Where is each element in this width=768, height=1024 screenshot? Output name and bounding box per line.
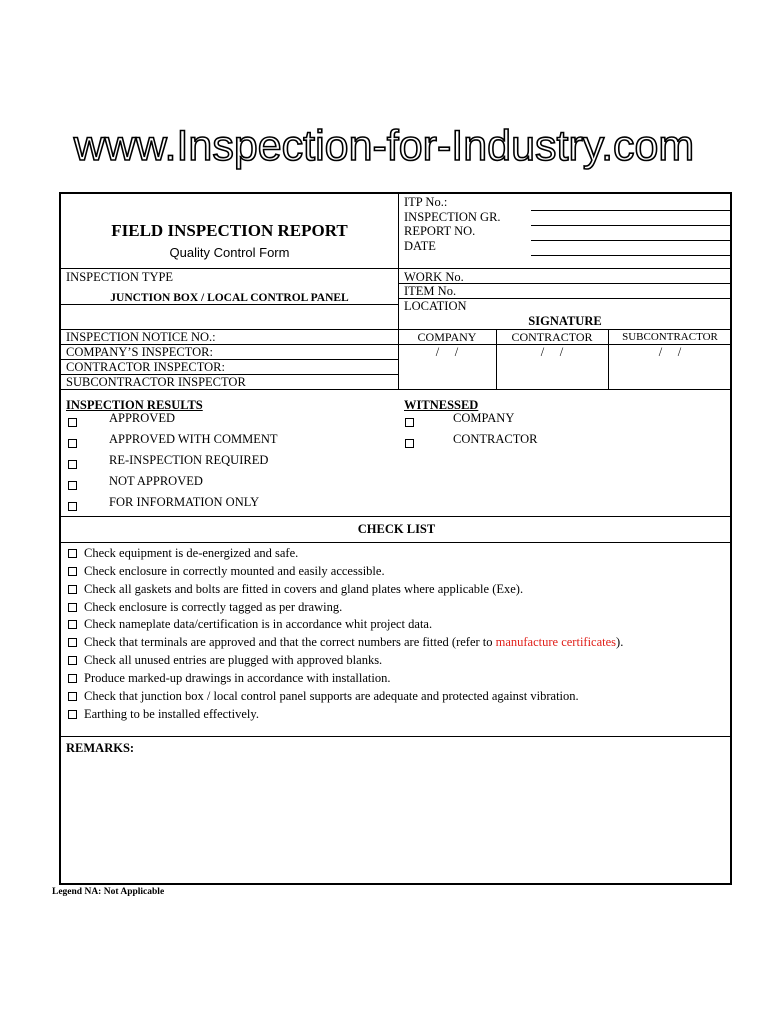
work-no-label: WORK No. <box>404 270 464 284</box>
re-inspection-checkbox[interactable] <box>68 460 77 469</box>
signature-subcontractor-date[interactable]: / / <box>658 345 682 359</box>
remarks-label: REMARKS: <box>66 741 135 755</box>
checklist-checkbox[interactable] <box>68 710 77 719</box>
item-no-label: ITEM No. <box>404 284 457 298</box>
signature-contractor-label: CONTRACTOR <box>511 330 593 344</box>
witnessed-heading: WITNESSED <box>404 398 479 412</box>
re-inspection-label: RE-INSPECTION REQUIRED <box>109 453 269 467</box>
signature-contractor-date[interactable]: / / <box>540 345 564 359</box>
checklist-heading: CHECK LIST <box>357 522 436 536</box>
signature-subcontractor-box[interactable] <box>609 360 731 388</box>
divider-line <box>61 389 732 390</box>
remarks-area[interactable] <box>61 756 732 883</box>
checklist-item: Check all gaskets and bolts are fitted in covers and gland plates where applicable (Exe). <box>84 582 524 596</box>
checklist-item: Check that junction box / local control panel supports are adequate and protected against vibration. <box>84 689 579 703</box>
witnessed-company-label: COMPANY <box>453 411 515 425</box>
date-label: DATE <box>404 239 436 253</box>
form-title: FIELD INSPECTION REPORT <box>111 221 348 240</box>
for-information-label: FOR INFORMATION ONLY <box>109 495 260 509</box>
signature-subcontractor-label: SUBCONTRACTOR <box>622 331 718 343</box>
checklist-checkbox[interactable] <box>68 603 77 612</box>
checklist-checkbox[interactable] <box>68 692 77 701</box>
checklist-item-text: Check that terminals are approved and that the correct numbers are fitted (refer to <box>84 635 496 649</box>
itp-no-field[interactable] <box>531 210 731 211</box>
checklist-checkbox[interactable] <box>68 674 77 683</box>
signature-contractor-box[interactable] <box>497 360 607 388</box>
inspection-form <box>59 192 732 885</box>
not-approved-label: NOT APPROVED <box>109 474 203 488</box>
checklist-checkbox[interactable] <box>68 567 77 576</box>
checklist-item: Produce marked-up drawings in accordance with installation. <box>84 671 391 685</box>
contractor-inspector-label: CONTRACTOR INSPECTOR: <box>66 360 225 374</box>
itp-no-label: ITP No.: <box>404 195 448 209</box>
checklist-item: Check equipment is de-energized and safe. <box>84 546 299 560</box>
date-field[interactable] <box>531 255 731 256</box>
signature-company-box[interactable] <box>399 360 495 388</box>
checklist-checkbox[interactable] <box>68 585 77 594</box>
checklist-item: Earthing to be installed effectively. <box>84 707 259 721</box>
form-subtitle: Quality Control Form <box>169 245 290 260</box>
approved-label: APPROVED <box>109 411 175 425</box>
divider-line <box>61 736 732 737</box>
legend-note: Legend NA: Not Applicable <box>52 887 165 897</box>
checklist-item <box>84 635 623 649</box>
witnessed-contractor-checkbox[interactable] <box>405 439 414 448</box>
checklist-item: Check enclosure in correctly mounted and easily accessible. <box>84 564 385 578</box>
checklist-item: Check enclosure is correctly tagged as per drawing. <box>84 600 343 614</box>
inspection-gr-label: INSPECTION GR. <box>404 210 501 224</box>
approved-with-comment-label: APPROVED WITH COMMENT <box>109 432 278 446</box>
checklist-checkbox[interactable] <box>68 638 77 647</box>
subcontractor-inspector-label: SUBCONTRACTOR INSPECTOR <box>66 375 246 389</box>
checklist-checkbox[interactable] <box>68 620 77 629</box>
witnessed-contractor-label: CONTRACTOR <box>453 432 538 446</box>
checklist-checkbox[interactable] <box>68 549 77 558</box>
company-inspector-label: COMPANY’S INSPECTOR: <box>66 345 213 359</box>
witnessed-company-checkbox[interactable] <box>405 418 414 427</box>
divider-line <box>61 542 732 543</box>
checklist-item-text: ). <box>616 635 624 649</box>
divider-line <box>61 516 732 517</box>
divider-line <box>61 268 732 269</box>
report-no-field[interactable] <box>531 240 731 241</box>
location-label: LOCATION <box>404 299 467 313</box>
manufacture-certificates-link[interactable]: manufacture certificates <box>495 635 617 649</box>
approved-with-comment-checkbox[interactable] <box>68 439 77 448</box>
website-watermark: www.Inspection-for-Industry.com <box>73 122 695 170</box>
signature-heading: SIGNATURE <box>528 314 602 328</box>
inspection-gr-field[interactable] <box>531 225 731 226</box>
not-approved-checkbox[interactable] <box>68 481 77 490</box>
checklist-item: Check all unused entries are plugged with approved blanks. <box>84 653 383 667</box>
checklist-item: Check nameplate data/certification is in accordance whit project data. <box>84 617 433 631</box>
inspection-type-label: INSPECTION TYPE <box>66 270 174 284</box>
checklist-checkbox[interactable] <box>68 656 77 665</box>
inspection-type-value: JUNCTION BOX / LOCAL CONTROL PANEL <box>110 292 349 304</box>
report-no-label: REPORT NO. <box>404 224 476 238</box>
inspection-notice-label: INSPECTION NOTICE NO.: <box>66 330 216 344</box>
signature-company-label: COMPANY <box>417 330 477 344</box>
approved-checkbox[interactable] <box>68 418 77 427</box>
inspection-results-heading: INSPECTION RESULTS <box>66 398 203 412</box>
for-information-checkbox[interactable] <box>68 502 77 511</box>
signature-company-date[interactable]: / / <box>435 345 459 359</box>
